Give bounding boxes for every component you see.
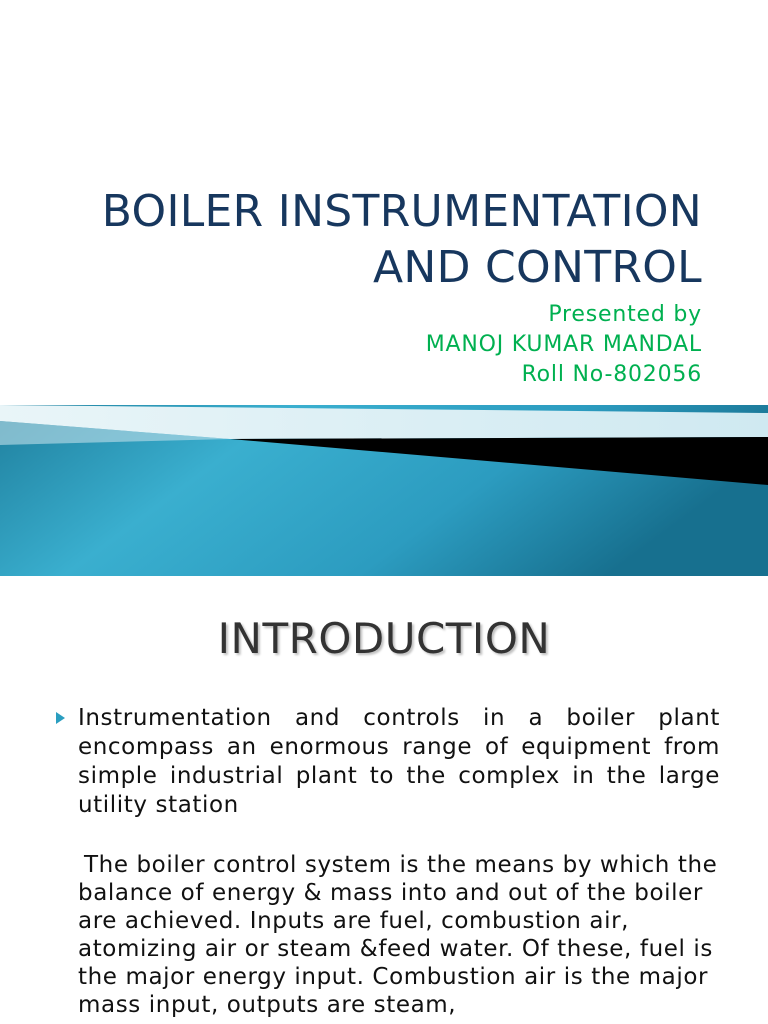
title-line-2: AND CONTROL bbox=[372, 242, 702, 293]
presented-by-label: Presented by bbox=[548, 302, 702, 327]
title-line-1: BOILER INSTRUMENTATION bbox=[101, 186, 702, 237]
introduction-slide bbox=[0, 576, 768, 1024]
roll-number: Roll No-802056 bbox=[521, 362, 702, 387]
bullet-item bbox=[56, 704, 720, 820]
bullet-text: Instrumentation and controls in a boiler plant encompass an enormous range of equipment from simple industrial plant to the complex in the large utility station bbox=[78, 705, 720, 818]
author-name: MANOJ KUMAR MANDAL bbox=[425, 332, 702, 357]
slide-title bbox=[102, 184, 702, 296]
slide-heading: INTRODUCTION bbox=[217, 614, 551, 663]
body-paragraph: The boiler control system is the means by which the balance of energy & mass into and out of the boiler are achieved. Inputs are fuel, combustion air, atomizing air or steam &feed water. Of these, fuel is the major energy input. Combustion air is the major mass input, outputs are steam, bbox=[78, 852, 718, 1018]
byline bbox=[426, 300, 702, 390]
bullet-arrow-icon bbox=[56, 712, 65, 724]
decorative-wave-band bbox=[0, 405, 768, 576]
